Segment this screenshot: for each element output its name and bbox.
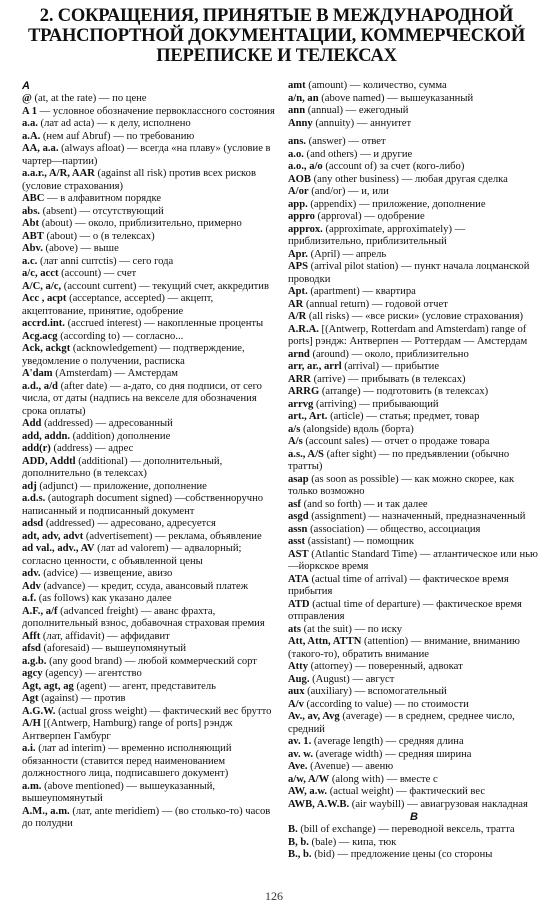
abbreviation-entry	[22, 581, 277, 594]
abbreviation-entry	[22, 231, 277, 244]
abbreviation-entry	[288, 711, 540, 736]
abbreviation-definition: (advertisement) — реклама, объявление	[83, 530, 262, 542]
abbreviation-entry	[22, 668, 277, 681]
abbreviation-term: abs.	[22, 205, 40, 217]
abbreviation-entry	[288, 174, 540, 187]
abbreviation-entry	[288, 674, 540, 687]
abbreviation-entry	[22, 168, 277, 193]
abbreviation-entry	[288, 224, 540, 249]
abbreviation-entry	[288, 624, 540, 637]
abbreviation-definition: (assignment) — назначенный, предназначенный	[308, 511, 526, 522]
abbreviation-definition: (aforesaid) — вышеупомянутый	[40, 643, 186, 654]
abbreviation-term: add(r)	[22, 443, 51, 454]
abbreviation-definition: (air waybill) — авиагрузовая накладная	[349, 798, 528, 810]
abbreviation-term: a/n, an	[288, 92, 319, 104]
page-title: 2. СОКРАЩЕНИЯ, ПРИНЯТЫЕ В МЕЖДУНАРОДНОЙ ТРАНСПОРТНОЙ ДОКУМЕНТАЦИИ, КОММЕРЧЕСКОЙ ПЕРЕПИСКЕ И ТЕЛЕКСАХ	[27, 6, 526, 66]
abbreviation-term: a.i.	[22, 743, 36, 754]
abbreviation-entry	[288, 599, 540, 624]
abbreviation-entry	[288, 574, 540, 599]
abbreviation-entry	[288, 699, 540, 712]
abbreviation-definition: (Amsterdam) — Амстердам	[52, 368, 178, 379]
abbreviation-definition: (address) — адрес	[50, 443, 134, 454]
abbreviation-term: @	[22, 93, 32, 104]
abbreviation-term: A/C, a/c,	[22, 280, 62, 292]
abbreviation-term: A'dam	[22, 368, 53, 379]
abbreviation-definition: (arrival pilot station) — пункт начала лоцманской проводки	[288, 261, 530, 285]
abbreviation-definition: (about) — о (в телексах)	[43, 230, 155, 242]
abbreviation-term: asf	[288, 498, 301, 510]
abbreviation-entry	[22, 118, 277, 131]
abbreviation-entry	[288, 824, 540, 837]
abbreviation-term: B, b.	[288, 836, 309, 848]
abbreviation-definition: (against all risk) против всех рисков (условие страхования)	[22, 168, 256, 192]
abbreviation-definition: (accrued interest) — накопленные проценты	[64, 318, 264, 329]
abbreviation-entry	[288, 661, 540, 674]
section-letter-b: B	[410, 811, 418, 823]
abbreviation-definition: (additional) — дополнительный, дополнительно (в телексах)	[22, 455, 223, 479]
abbreviation-definition: (alongside) вдоль (борта)	[300, 423, 414, 435]
abbreviation-entry	[288, 386, 540, 399]
abbreviation-entry	[288, 536, 540, 549]
abbreviation-term: a.o.	[288, 148, 304, 160]
abbreviation-entry	[22, 431, 277, 444]
abbreviation-term: ADD, Addtl	[22, 455, 76, 467]
abbreviation-definition: (лат anni currctis) — сего года	[37, 255, 174, 267]
abbreviation-definition: (addition) дополнение	[70, 430, 171, 442]
abbreviation-term: ans.	[288, 136, 306, 147]
abbreviation-definition: (лат ad interim) — временно исполняющий обязанности (ставится перед наименованием должностного лица, подписавшего документ)	[22, 743, 232, 779]
abbreviation-entry	[288, 424, 540, 437]
abbreviation-term: approx.	[288, 223, 323, 235]
abbreviation-entry	[288, 736, 540, 749]
abbreviation-definition: (account of) за счет (кого-либо)	[322, 161, 465, 172]
abbreviation-definition: (actual time of arrival) — фактическое время прибытия	[288, 573, 509, 597]
abbreviation-definition: (agent) — агент, представитель	[73, 680, 216, 692]
abbreviation-entry	[288, 261, 540, 286]
abbreviation-entry	[288, 749, 540, 762]
abbreviation-definition: (advice) — извещение, авизо	[40, 568, 173, 579]
abbreviation-term: a/w, A/W	[288, 773, 330, 785]
abbreviation-definition: (нем auf Abruf) — по требованию	[40, 130, 195, 142]
abbreviation-term: Aug.	[288, 673, 310, 685]
abbreviation-entry	[22, 268, 277, 281]
abbreviation-definition: (association) — общество, ассоциация	[307, 523, 481, 535]
abbreviation-entry	[288, 837, 540, 850]
abbreviation-entry	[288, 374, 540, 387]
abbreviation-entry	[288, 93, 540, 106]
abbreviation-entry	[288, 186, 540, 199]
abbreviation-entry	[22, 381, 277, 419]
abbreviation-entry	[22, 593, 277, 606]
abbreviation-term: Acg.acg	[22, 330, 58, 342]
abbreviation-term: adt, adv, advt	[22, 530, 84, 542]
abbreviation-term: B., b.	[288, 849, 312, 860]
abbreviation-definition: (annual) — ежегодный	[305, 105, 409, 116]
abbreviation-entry	[22, 606, 277, 631]
abbreviation-definition: (at the suit) — по иску	[300, 623, 403, 635]
abbreviation-term: art., Art.	[288, 411, 328, 422]
abbreviation-definition: (bale) — кипа, тюк	[308, 836, 397, 848]
abbreviation-definition: (April) — апрель	[307, 248, 387, 260]
abbreviation-term: Att, Attn, ATTN	[288, 636, 362, 647]
abbreviation-definition: (arrival) — прибытие	[341, 361, 440, 372]
abbreviation-entry	[288, 786, 540, 799]
abbreviation-term: arrvg	[288, 398, 314, 410]
abbreviation-entry	[288, 399, 540, 412]
abbreviation-term: Apt.	[288, 286, 308, 297]
abbreviation-term: Agt	[22, 693, 39, 704]
abbreviation-entry	[288, 211, 540, 224]
abbreviation-term: A/s	[288, 436, 303, 447]
abbreviation-definition: (absent) — отсутствующий	[39, 205, 164, 217]
abbreviation-entry	[288, 324, 540, 349]
abbreviation-term: Av., av, Avg	[288, 711, 340, 722]
abbreviation-entry	[22, 643, 277, 656]
abbreviation-term: Atty	[288, 661, 309, 672]
abbreviation-term: app.	[288, 198, 308, 210]
abbreviation-definition: (above) — выше	[42, 243, 119, 254]
abbreviation-entry	[288, 474, 540, 499]
abbreviation-definition: (adjunct) — приложение, дополнение	[36, 480, 207, 492]
abbreviation-term: arr, ar., arrl	[288, 361, 342, 372]
abbreviation-definition: (advance) — кредит, ссуда, авансовый платеж	[40, 580, 249, 592]
abbreviation-term: ad val., adv., AV	[22, 543, 95, 554]
abbreviation-definition: (лат, ante meridiem) — (во столько-то) часов до полудни	[22, 805, 271, 829]
abbreviation-term: agcy	[22, 668, 43, 679]
abbreviation-definition: (bid) — предложение цены (со стороны	[311, 849, 493, 860]
abbreviation-term: A.F., a/f	[22, 605, 58, 617]
abbreviation-definition: (above mentioned) — вышеуказанный, вышеупомянутый	[22, 780, 216, 804]
abbreviation-entry	[22, 781, 277, 806]
abbreviation-entry	[288, 349, 540, 362]
abbreviation-definition: (account) — счет	[58, 268, 137, 279]
abbreviation-entry	[288, 761, 540, 774]
abbreviation-entry	[288, 118, 540, 131]
abbreviation-definition: (and/or) — и, или	[308, 186, 389, 197]
abbreviation-term: A/R	[288, 311, 307, 322]
abbreviation-term: AOB	[288, 173, 311, 185]
abbreviation-entry	[22, 106, 277, 119]
abbreviation-definition: (arrive) — прибывать (в телексах)	[310, 373, 466, 385]
abbreviation-term: adv.	[22, 568, 41, 579]
abbreviation-entry	[288, 161, 540, 174]
abbreviation-term: ATA	[288, 573, 309, 585]
abbreviation-definition: (after sight) — по предъявлении (обычно тратты)	[288, 448, 510, 472]
abbreviation-entry	[288, 299, 540, 312]
abbreviation-term: adj	[22, 480, 37, 492]
abbreviation-term: ATD	[288, 598, 310, 610]
abbreviation-term: A.G.W.	[22, 705, 56, 717]
abbreviation-definition: (attorney) — поверенный, адвокат	[308, 661, 463, 672]
abbreviation-definition: (account sales) — отчет о продаже товара	[302, 436, 490, 447]
abbreviation-entry	[22, 631, 277, 644]
abbreviation-entry	[22, 256, 277, 269]
abbreviation-entry	[22, 93, 277, 106]
abbreviation-definition: — в алфавитном порядке	[44, 193, 162, 204]
abbreviation-definition: (according to) — согласно...	[57, 330, 184, 342]
abbreviation-term: a.d.s.	[22, 493, 46, 504]
right-entries-list-b	[288, 824, 540, 862]
abbreviation-definition: (annual return) — годовой отчет	[303, 298, 448, 310]
abbreviation-entry	[22, 743, 277, 781]
section-letter-a: A	[22, 80, 30, 92]
abbreviation-entry	[22, 318, 277, 331]
abbreviation-entry	[22, 243, 277, 256]
abbreviation-entry	[22, 693, 277, 706]
abbreviation-definition: (actual weight) — фактический вес	[327, 786, 486, 797]
abbreviation-definition: (and so forth) — и так далее	[300, 498, 428, 510]
abbreviation-definition: (all risks) — «все риски» (условие страхования)	[306, 311, 524, 322]
abbreviation-entry	[288, 774, 540, 787]
abbreviation-term: add, addn.	[22, 430, 70, 442]
abbreviation-entry	[22, 343, 277, 368]
abbreviation-entry	[288, 524, 540, 537]
abbreviation-term: AST	[288, 548, 309, 560]
abbreviation-entry	[288, 436, 540, 449]
abbreviation-term: B.	[288, 824, 298, 835]
abbreviation-term: Ack, ackgt	[22, 343, 71, 354]
abbreviation-term: aux	[288, 686, 305, 697]
abbreviation-entry	[22, 368, 277, 381]
abbreviation-definition: (assistant) — помощник	[305, 536, 414, 547]
abbreviation-definition: (appendix) — приложение, дополнение	[307, 198, 486, 210]
abbreviation-term: appro	[288, 211, 315, 222]
abbreviation-term: ABC	[22, 193, 45, 204]
abbreviation-entry	[22, 218, 277, 231]
abbreviation-term: A/or	[288, 186, 309, 197]
abbreviation-entry	[22, 656, 277, 669]
abbreviation-term: ARRG	[288, 386, 320, 397]
abbreviation-entry	[22, 143, 277, 168]
abbreviation-definition: (arrange) — подготовить (в телексах)	[319, 386, 489, 397]
abbreviation-term: Afft	[22, 630, 41, 642]
abbreviation-entry	[22, 281, 277, 294]
abbreviation-term: Abv.	[22, 243, 43, 254]
left-column	[22, 80, 277, 831]
abbreviation-entry	[288, 136, 540, 149]
abbreviation-term: ats	[288, 623, 301, 635]
abbreviation-entry	[22, 193, 277, 206]
abbreviation-definition: (at, at the rate) — по цене	[31, 93, 147, 104]
abbreviation-definition: (Atlantic Standard Time) — атлантическое или нью—йоркское время	[288, 548, 538, 572]
abbreviation-term: amt	[288, 80, 306, 91]
abbreviation-term: a.a.r., A/R, AAR	[22, 168, 95, 179]
abbreviation-entry	[22, 806, 277, 831]
abbreviation-definition: (about) — около, приблизительно, примерно	[39, 218, 242, 229]
abbreviation-term: a.A.	[22, 130, 41, 142]
abbreviation-term: AA, a.a.	[22, 143, 59, 154]
abbreviation-entry	[288, 549, 540, 574]
abbreviation-definition: (average length) — средняя длина	[311, 736, 464, 747]
abbreviation-term: av. w.	[288, 748, 314, 760]
page-number: 126	[265, 889, 283, 903]
abbreviation-definition: (article) — статья; предмет, товар	[327, 411, 480, 422]
abbreviation-definition: (average width) — средняя ширина	[313, 748, 472, 760]
abbreviation-definition: (and others) — и другие	[303, 148, 413, 160]
abbreviation-term: a/s	[288, 423, 301, 435]
abbreviation-definition: (acceptance, accepted) — акцепт, акцептование, принятие, одобрение	[22, 293, 214, 317]
right-entries-list-a	[288, 80, 540, 811]
abbreviation-definition: (auxiliary) — вспомогательный	[304, 686, 447, 697]
abbreviation-definition: (according to value) — по стоимости	[303, 698, 469, 710]
abbreviation-entry	[288, 411, 540, 424]
abbreviation-definition: (advanced freight) — аванс фрахта, дополнительный взнос, добавочная страховая премия	[22, 605, 265, 629]
abbreviation-definition: (along with) — вместе с	[329, 773, 438, 785]
abbreviation-term: A/v	[288, 698, 304, 710]
abbreviation-term: Acc , acpt	[22, 293, 67, 304]
abbreviation-definition: (лат ad valorem) — адвалорный; согласно ценности, с объявленной цены	[22, 543, 242, 567]
abbreviation-term: a.a.	[22, 118, 38, 129]
abbreviation-definition: (apartment) — квартира	[307, 286, 416, 297]
abbreviation-definition: (attention) — внимание, вниманию (такого-то), обратить внимание	[288, 636, 520, 660]
abbreviation-entry	[288, 686, 540, 699]
abbreviation-entry	[22, 456, 277, 481]
abbreviation-definition: (acknowledgement) — подтверждение, уведомление о получении, расписка	[22, 343, 245, 367]
abbreviation-term: ann	[288, 105, 306, 116]
abbreviation-term: a.o., a/o	[288, 161, 323, 172]
abbreviation-term: asap	[288, 473, 309, 485]
abbreviation-definition: — условное обозначение первоклассного состояния	[37, 105, 275, 117]
abbreviation-definition: (average) — в среднем, среднее число, средний	[288, 711, 515, 735]
abbreviation-definition: (around) — около, приблизительно	[309, 348, 469, 360]
abbreviation-term: arnd	[288, 348, 310, 360]
abbreviation-term: a.f.	[22, 593, 37, 604]
abbreviation-term: av. 1.	[288, 736, 312, 747]
abbreviation-definition: (approval) — одобрение	[314, 211, 425, 222]
abbreviation-entry	[22, 493, 277, 518]
abbreviation-term: Apr.	[288, 248, 308, 260]
abbreviation-definition: (arriving) — прибывающий	[313, 398, 439, 410]
abbreviation-term: Add	[22, 418, 42, 429]
abbreviation-term: APS	[288, 261, 309, 272]
abbreviation-entry	[288, 636, 540, 661]
abbreviation-term: Agt, agt, ag	[22, 680, 74, 692]
abbreviation-entry	[288, 499, 540, 512]
abbreviation-term: Abt	[22, 218, 40, 229]
abbreviation-term: asst	[288, 536, 306, 547]
abbreviation-term: Ave.	[288, 761, 308, 772]
abbreviation-definition: (answer) — ответ	[305, 136, 386, 147]
abbreviation-term: A.M., a.m.	[22, 805, 70, 817]
abbreviation-term: Adv	[22, 580, 41, 592]
abbreviation-definition: (always afloat) — всегда «на плаву» (условие в чартер—партии)	[22, 143, 271, 167]
abbreviation-definition: (agency) — агентство	[42, 668, 142, 679]
abbreviation-entry	[22, 568, 277, 581]
abbreviation-definition: (bill of exchange) — переводной вексель, тратта	[297, 824, 515, 835]
abbreviation-term: a.g.b.	[22, 655, 47, 667]
abbreviation-entry	[288, 249, 540, 262]
abbreviation-entry	[288, 105, 540, 118]
abbreviation-entry	[288, 849, 540, 862]
abbreviation-term: a.c.	[22, 255, 38, 267]
abbreviation-entry	[288, 80, 540, 93]
abbreviation-definition: (August) — август	[309, 673, 395, 685]
abbreviation-term: ABT	[22, 230, 44, 242]
abbreviation-definition: (any other business) — любая другая сделка	[310, 173, 508, 185]
abbreviation-term: AW, a.w.	[288, 786, 328, 797]
abbreviation-entry	[22, 681, 277, 694]
abbreviation-definition: (лат ad acta) — к делу, исполнено	[37, 118, 191, 129]
abbreviation-definition: (лат, affidavit) — аффидавит	[40, 630, 170, 642]
abbreviation-term: AR	[288, 298, 304, 310]
abbreviation-entry	[22, 206, 277, 219]
abbreviation-entry	[288, 286, 540, 299]
abbreviation-definition: (above named) — вышеуказанный	[318, 92, 474, 104]
abbreviation-definition: (account current) — текущий счет, аккредитив	[61, 280, 269, 292]
left-entries-list	[22, 93, 277, 831]
abbreviation-term: a.m.	[22, 780, 42, 792]
abbreviation-term: Anny	[288, 117, 313, 129]
abbreviation-definition: (against) — против	[38, 693, 126, 704]
abbreviation-entry	[22, 718, 277, 743]
abbreviation-definition: (addressed) — адресованный	[41, 418, 173, 429]
abbreviation-term: A 1	[22, 105, 38, 117]
abbreviation-entry	[22, 481, 277, 494]
abbreviation-definition: (after date) — а-дато, со дня подписи, от сего числа, от даты (надпись на векселе для обозначения срока оплаты)	[22, 380, 262, 417]
abbreviation-entry	[22, 443, 277, 456]
abbreviation-entry	[22, 518, 277, 531]
abbreviation-entry	[22, 131, 277, 144]
abbreviation-term: AWB, A.W.B.	[288, 798, 350, 810]
abbreviation-term: A.R.A.	[288, 323, 319, 335]
abbreviation-term: a/c, acct	[22, 268, 59, 279]
abbreviation-entry	[22, 543, 277, 568]
abbreviation-definition: (as soon as possible) — как можно скорее, как только возможно	[288, 473, 515, 497]
abbreviation-definition: (actual gross weight) — фактический вес брутто	[55, 705, 272, 717]
abbreviation-definition: (actual time of departure) — фактическое время отправления	[288, 598, 522, 622]
abbreviation-definition: (approximate, approximately) — приблизительно, приблизительный	[288, 223, 466, 247]
abbreviation-term: asgd	[288, 511, 309, 522]
abbreviation-entry	[288, 361, 540, 374]
abbreviation-definition: [(Antwerp, Hamburg) range of ports] рэндж Антверпен Гамбург	[22, 718, 233, 742]
abbreviation-term: afsd	[22, 643, 41, 654]
abbreviation-definition: (amount) — количество, сумма	[305, 80, 447, 91]
abbreviation-entry	[288, 311, 540, 324]
abbreviation-term: a.d., a/d	[22, 380, 58, 392]
abbreviation-term: assn	[288, 523, 308, 535]
abbreviation-entry	[288, 799, 540, 812]
abbreviation-entry	[22, 418, 277, 431]
abbreviation-term: adsd	[22, 518, 44, 529]
abbreviation-entry	[288, 449, 540, 474]
abbreviation-definition: (as follows) как указано далее	[36, 593, 172, 604]
abbreviation-entry	[22, 331, 277, 344]
abbreviation-entry	[22, 531, 277, 544]
abbreviation-term: ARR	[288, 373, 311, 385]
abbreviation-entry	[22, 293, 277, 318]
abbreviation-definition: (annuity) — аннуитет	[312, 117, 412, 129]
abbreviation-entry	[288, 511, 540, 524]
right-column	[288, 80, 540, 862]
abbreviation-term: a.s., A/S	[288, 448, 324, 460]
abbreviation-definition: (addressed) — адресовано, адресуется	[43, 518, 216, 529]
abbreviation-definition: (autograph document signed) —собственноручно написанный и подписанный документ	[22, 493, 264, 517]
abbreviation-term: A/H	[22, 718, 41, 729]
abbreviation-definition: (Avenue) — авеню	[307, 761, 394, 772]
abbreviation-entry	[288, 199, 540, 212]
abbreviation-term: accrd.int.	[22, 318, 65, 329]
abbreviation-entry	[22, 706, 277, 719]
abbreviation-entry	[288, 149, 540, 162]
abbreviation-definition: (any good brand) — любой коммерческий сорт	[46, 655, 257, 667]
abbreviation-definition: [(Antwerp, Rotterdam and Amsterdam) range of ports] рэндж: Антверпен — Роттердам — Амстердам	[288, 323, 528, 347]
